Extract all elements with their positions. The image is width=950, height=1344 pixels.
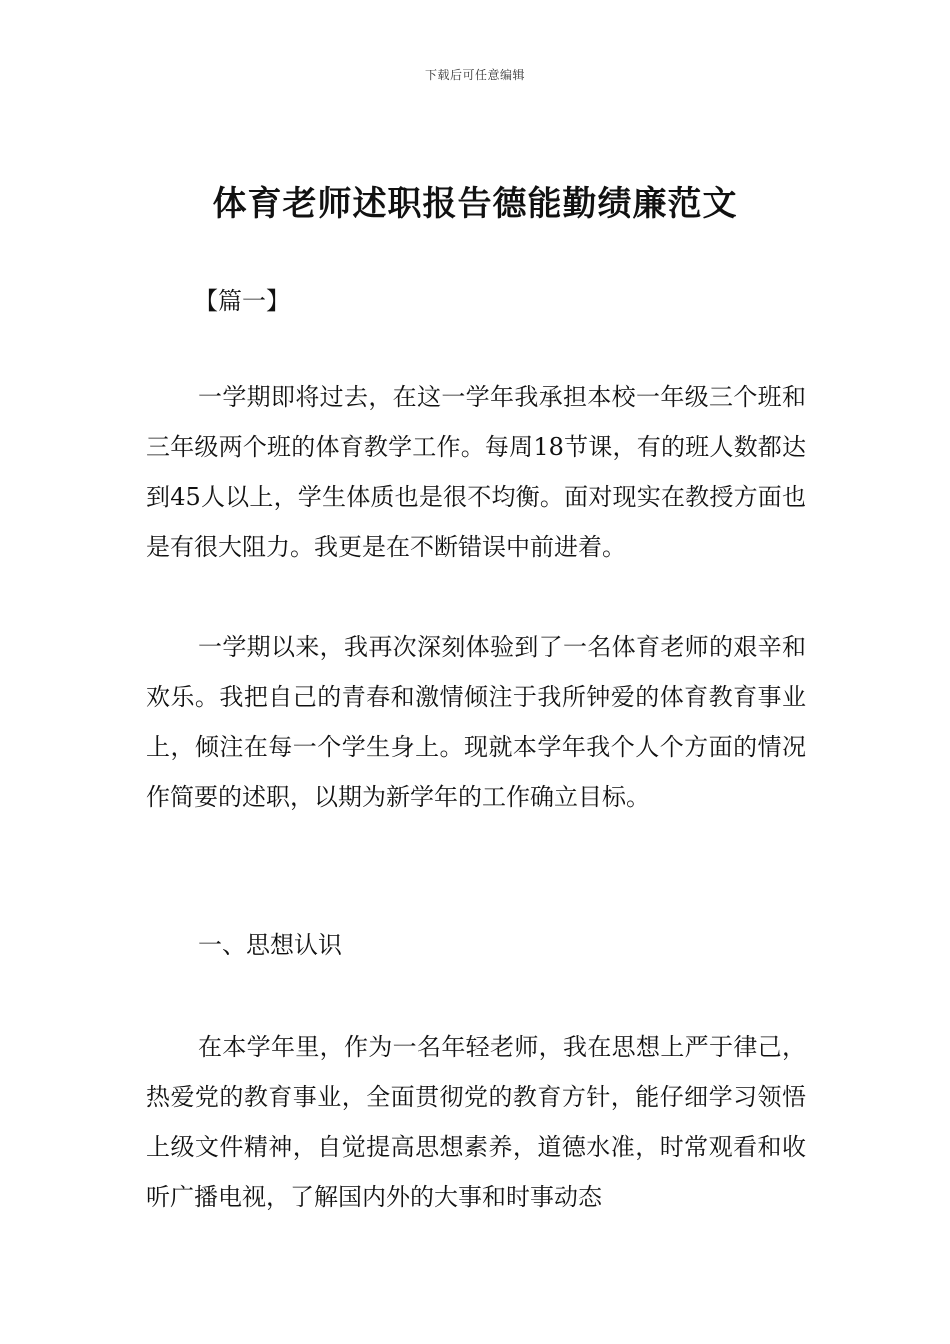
paragraph-2: 一学期以来，我再次深刻体验到了一名体育老师的艰辛和欢乐。我把自己的青春和激情倾注于我所钟爱的体育教育事业上，倾注在每一个学生身上。现就本学年我个人个方面的情况作简要的述职，以期为新学年的工作确立目标。 [146, 633, 806, 811]
paragraph-3: 在本学年里，作为一名年轻老师，我在思想上严于律己，热爱党的教育事业，全面贯彻党的教育方针，能仔细学习领悟上级文件精神，自觉提高思想素养，道德水准，时常观看和收听广播电视，了解国内外的大事和时事动态 [146, 1033, 806, 1211]
document-title: 体育老师述职报告德能勤绩廉范文 [212, 184, 738, 224]
section-heading-1: 一、思想认识 [198, 931, 342, 959]
header-note: 下载后可任意编辑 [424, 68, 525, 82]
paragraph-1: 一学期即将过去，在这一学年我承担本校一年级三个班和三年级两个班的体育教学工作。每周18节课，有的班人数都达到45人以上，学生体质也是很不均衡。面对现实在教授方面也是有很大阻力。我更是在不断错误中前进着。 [146, 383, 806, 561]
section-tag: 【篇一】 [194, 287, 290, 315]
